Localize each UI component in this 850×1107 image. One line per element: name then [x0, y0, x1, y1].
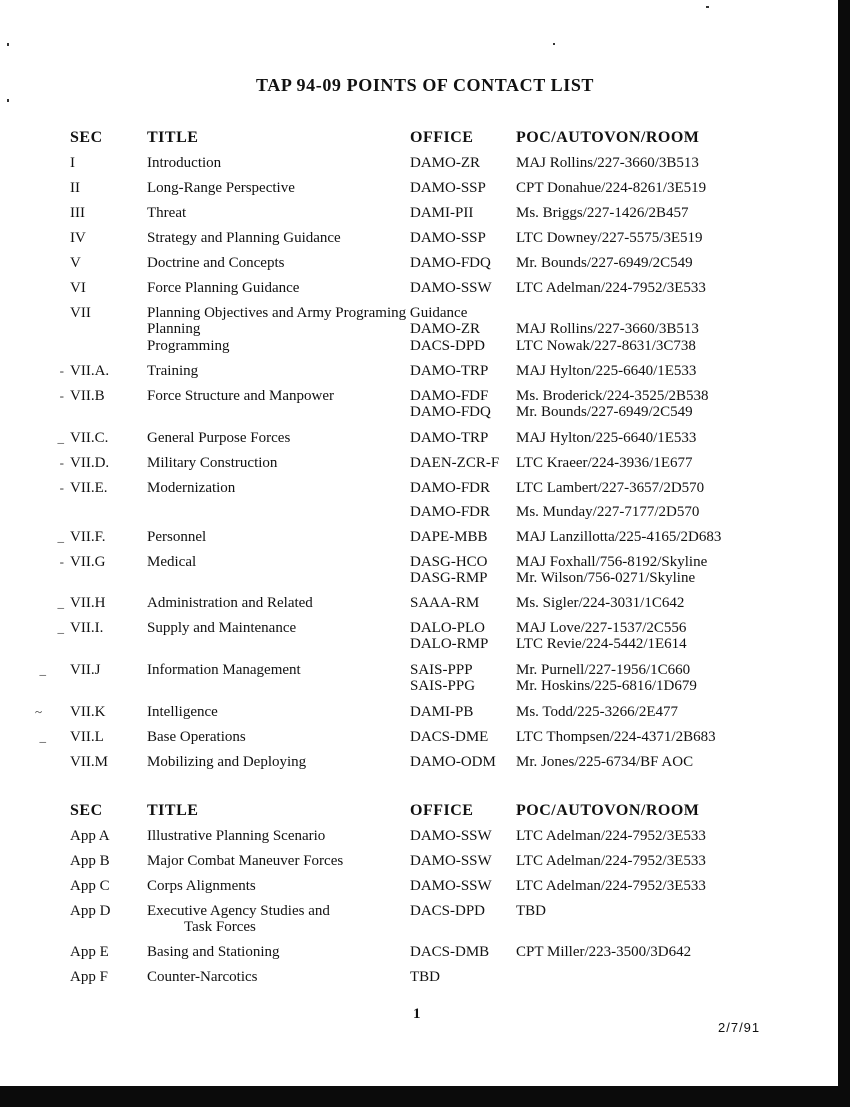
cell-poc: LTC Kraeer/224-3936/1E677 — [516, 455, 693, 471]
cell-office: DAMO-FDR — [410, 480, 491, 496]
cell-office: DAMO-SSW — [410, 878, 492, 894]
cell-poc: Ms. Broderick/224-3525/2B538 — [516, 388, 709, 404]
cell-office: DAMO-ZR — [410, 321, 480, 337]
margin-mark: - — [59, 388, 64, 403]
cell-sec: VII.J — [70, 662, 101, 678]
cell-office: DAMO-FDQ — [410, 404, 491, 420]
cell-title: Information Management — [147, 662, 301, 678]
cell-sec: VII.C. — [70, 430, 109, 446]
cell-poc: CPT Donahue/224-8261/3E519 — [516, 180, 707, 196]
cell-sec: App E — [70, 944, 109, 960]
cell-poc: MAJ Foxhall/756-8192/Skyline — [516, 554, 708, 570]
cell-office: DAMO-SSP — [410, 180, 486, 196]
cell-poc: MAJ Rollins/227-3660/3B513 — [516, 155, 699, 171]
cell-title: Supply and Maintenance — [147, 620, 297, 636]
cell-office: DAMO-FDF — [410, 388, 489, 404]
table-row — [0, 553, 838, 571]
table-row — [0, 154, 838, 172]
cell-poc: LTC Adelman/224-7952/3E533 — [516, 878, 706, 894]
cell-poc: LTC Thompsen/224-4371/2B683 — [516, 729, 716, 745]
cell-poc: LTC Adelman/224-7952/3E533 — [516, 828, 706, 844]
cell-title: Basing and Stationing — [147, 944, 280, 960]
cell-title: Force Planning Guidance — [147, 280, 300, 296]
cell-office: DAMO-SSW — [410, 280, 492, 296]
table-row — [0, 179, 838, 197]
cell-sec: VII.I. — [70, 620, 104, 636]
margin-mark: - — [59, 554, 64, 569]
table-row — [0, 528, 838, 546]
cell-office: DALO-RMP — [410, 636, 489, 652]
cell-poc: LTC Adelman/224-7952/3E533 — [516, 280, 706, 296]
cell-poc: Mr. Bounds/227-6949/2C549 — [516, 255, 693, 271]
table-row — [0, 753, 838, 771]
table-row — [0, 594, 838, 612]
cell-poc: LTC Adelman/224-7952/3E533 — [516, 853, 706, 869]
table-row — [0, 703, 838, 721]
cell-title: Long-Range Perspective — [147, 180, 295, 196]
cell-sec: App C — [70, 878, 110, 894]
cell-title: Introduction — [147, 155, 222, 171]
table-row — [0, 852, 838, 870]
cell-office: DAMO-SSW — [410, 853, 492, 869]
cell-poc: Mr. Purnell/227-1956/1C660 — [516, 662, 691, 678]
cell-poc: MAJ Hylton/225-6640/1E533 — [516, 430, 697, 446]
margin-mark: _ — [57, 595, 64, 610]
cell-office: DAMO-FDR — [410, 504, 491, 520]
cell-office: DASG-RMP — [410, 570, 488, 586]
cell-sec: VII.K — [70, 704, 106, 720]
table-row — [0, 229, 838, 247]
cell-office: DAEN-ZCR-F — [410, 455, 500, 471]
cell-title: Mobilizing and Deploying — [147, 754, 307, 770]
cell-sec: III — [70, 205, 85, 221]
table-row — [0, 661, 838, 679]
cell-title: Counter-Narcotics — [147, 969, 258, 985]
table-row — [0, 503, 838, 521]
cell-title: Intelligence — [147, 704, 218, 720]
scan-border-bottom — [0, 1086, 850, 1107]
scan-speck — [706, 6, 709, 8]
cell-poc: TBD — [516, 903, 546, 919]
table-row — [0, 387, 838, 405]
cell-sec: VII.A. — [70, 363, 110, 379]
cell-office: DAMO-ODM — [410, 754, 496, 770]
cell-poc: Ms. Munday/227-7177/2D570 — [516, 504, 700, 520]
cell-poc: Mr. Hoskins/225-6816/1D679 — [516, 678, 697, 694]
cell-poc: LTC Lambert/227-3657/2D570 — [516, 480, 705, 496]
cell-sec: App A — [70, 828, 110, 844]
document-date: 2/7/91 — [718, 1020, 761, 1035]
cell-title-continued: Task Forces — [184, 919, 256, 935]
header-poc: POC/AUTOVON/ROOM — [516, 802, 700, 819]
cell-office: DACS-DME — [410, 729, 489, 745]
cell-poc: LTC Nowak/227-8631/3C738 — [516, 338, 696, 354]
cell-title: Planning Objectives and Army Programing Guidance — [147, 305, 468, 321]
cell-poc: Mr. Bounds/227-6949/2C549 — [516, 404, 693, 420]
table-row — [0, 204, 838, 222]
cell-sec: I — [70, 155, 75, 171]
cell-title: Executive Agency Studies and — [147, 903, 330, 919]
table-row — [0, 279, 838, 297]
cell-office: DAPE-MBB — [410, 529, 488, 545]
cell-title: Medical — [147, 554, 197, 570]
table-row — [0, 968, 838, 986]
table-row — [0, 619, 838, 637]
cell-office: DAMI-PB — [410, 704, 474, 720]
cell-office: DAMO-ZR — [410, 155, 480, 171]
header-title: TITLE — [147, 802, 199, 819]
margin-mark: - — [59, 455, 64, 470]
cell-title: Doctrine and Concepts — [147, 255, 285, 271]
table-row — [0, 454, 838, 472]
table-header — [0, 129, 838, 147]
cell-sec: VII.G — [70, 554, 106, 570]
cell-sec: VII.D. — [70, 455, 110, 471]
margin-mark: _ — [57, 529, 64, 544]
cell-title: Base Operations — [147, 729, 246, 745]
cell-office: SAIS-PPG — [410, 678, 476, 694]
cell-title: Planning — [147, 321, 201, 337]
table-row — [0, 728, 838, 746]
cell-title: General Purpose Forces — [147, 430, 291, 446]
margin-mark: _ — [39, 729, 46, 744]
cell-poc: MAJ Love/227-1537/2C556 — [516, 620, 687, 636]
cell-office: DAMO-TRP — [410, 363, 489, 379]
cell-poc: Mr. Jones/225-6734/BF AOC — [516, 754, 694, 770]
cell-sec: VII.E. — [70, 480, 108, 496]
cell-title: Corps Alignments — [147, 878, 256, 894]
cell-title: Military Construction — [147, 455, 278, 471]
table-row — [0, 827, 838, 845]
cell-title: Threat — [147, 205, 187, 221]
cell-poc: MAJ Hylton/225-6640/1E533 — [516, 363, 697, 379]
cell-poc: Mr. Wilson/756-0271/Skyline — [516, 570, 696, 586]
header-office: OFFICE — [410, 802, 474, 819]
cell-poc: MAJ Rollins/227-3660/3B513 — [516, 321, 699, 337]
cell-poc: Ms. Sigler/224-3031/1C642 — [516, 595, 685, 611]
margin-mark: _ — [39, 662, 46, 677]
table-row — [0, 304, 838, 322]
margin-mark: _ — [57, 620, 64, 635]
table-row — [0, 479, 838, 497]
margin-mark: - — [59, 480, 64, 495]
table-row — [0, 254, 838, 272]
cell-poc: LTC Downey/227-5575/3E519 — [516, 230, 703, 246]
cell-office: DAMO-FDQ — [410, 255, 491, 271]
cell-sec: II — [70, 180, 80, 196]
cell-sec: VII.H — [70, 595, 106, 611]
cell-office: SAIS-PPP — [410, 662, 473, 678]
scan-border-right — [838, 0, 850, 1107]
header-poc: POC/AUTOVON/ROOM — [516, 129, 700, 146]
scan-speck — [7, 99, 9, 102]
cell-title: Force Structure and Manpower — [147, 388, 335, 404]
cell-office: DAMO-SSW — [410, 828, 492, 844]
cell-title: Personnel — [147, 529, 207, 545]
cell-office: DAMO-TRP — [410, 430, 489, 446]
cell-sec: IV — [70, 230, 86, 246]
cell-title: Training — [147, 363, 199, 379]
cell-sec: V — [70, 255, 81, 271]
cell-sec: App D — [70, 903, 111, 919]
cell-sec: VII.B — [70, 388, 105, 404]
margin-mark: ~ — [34, 704, 42, 719]
cell-title: Strategy and Planning Guidance — [147, 230, 341, 246]
cell-poc: MAJ Lanzillotta/225-4165/2D683 — [516, 529, 722, 545]
table-row — [0, 902, 838, 920]
scan-speck — [553, 43, 555, 45]
cell-office: DACS-DPD — [410, 338, 486, 354]
header-office: OFFICE — [410, 129, 474, 146]
cell-sec: App F — [70, 969, 108, 985]
cell-sec: VII.L — [70, 729, 104, 745]
cell-sec: App B — [70, 853, 110, 869]
cell-sec: VII — [70, 305, 91, 321]
cell-office: TBD — [410, 969, 440, 985]
cell-office: DACS-DPD — [410, 903, 486, 919]
cell-office: DALO-PLO — [410, 620, 485, 636]
table-row — [0, 877, 838, 895]
cell-sec: VII.M — [70, 754, 108, 770]
page-title: TAP 94-09 POINTS OF CONTACT LIST — [255, 75, 595, 95]
margin-mark: - — [59, 363, 64, 378]
scan-speck — [7, 43, 9, 46]
page-number: 1 — [413, 1006, 421, 1022]
cell-office: DACS-DMB — [410, 944, 490, 960]
cell-poc: Ms. Todd/225-3266/2E477 — [516, 704, 679, 720]
cell-sec: VII.F. — [70, 529, 106, 545]
cell-sec: VI — [70, 280, 86, 296]
table-row — [0, 429, 838, 447]
cell-office: DASG-HCO — [410, 554, 488, 570]
cell-office: DAMO-SSP — [410, 230, 486, 246]
header-sec: SEC — [70, 802, 103, 819]
cell-office: DAMI-PII — [410, 205, 474, 221]
cell-office: SAAA-RM — [410, 595, 480, 611]
cell-title: Modernization — [147, 480, 236, 496]
margin-mark: _ — [57, 430, 64, 445]
cell-title: Administration and Related — [147, 595, 313, 611]
cell-title: Major Combat Maneuver Forces — [147, 853, 344, 869]
header-title: TITLE — [147, 129, 199, 146]
table-header — [0, 802, 838, 820]
cell-title: Programming — [147, 338, 230, 354]
table-row — [0, 362, 838, 380]
cell-title: Illustrative Planning Scenario — [147, 828, 326, 844]
cell-poc: CPT Miller/223-3500/3D642 — [516, 944, 692, 960]
cell-poc: LTC Revie/224-5442/1E614 — [516, 636, 687, 652]
header-sec: SEC — [70, 129, 103, 146]
table-row — [0, 943, 838, 961]
cell-poc: Ms. Briggs/227-1426/2B457 — [516, 205, 689, 221]
